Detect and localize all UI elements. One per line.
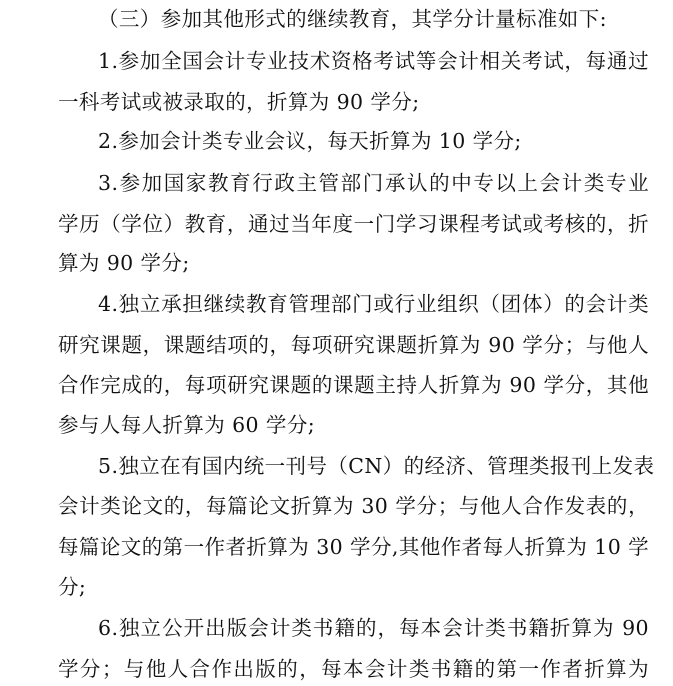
item-1-line-2: 一科考试或被录取的，折算为 90 学分; — [58, 90, 420, 114]
item-5-line-3: 每篇论文的第一作者折算为 30 学分,其他作者每人折算为 10 学 — [58, 535, 649, 559]
section-heading: （三）参加其他形式的继续教育，其学分计量标准如下: — [98, 7, 607, 31]
item-6-line-2: 学分；与他人合作出版的，每本会计类书籍的第一作者折算为 — [58, 657, 649, 681]
item-6-line-1: 6.独立公开出版会计类书籍的，每本会计类书籍折算为 90 — [98, 616, 649, 640]
item-2-line-1: 2.参加会计类专业会议，每天折算为 10 学分; — [98, 129, 522, 153]
item-5-line-2: 会计类论文的，每篇论文折算为 30 学分；与他人合作发表的， — [58, 494, 649, 518]
item-4-line-4: 参与人每人折算为 60 学分; — [58, 413, 316, 437]
item-3-line-2: 学历（学位）教育，通过当年度一门学习课程考试或考核的，折 — [58, 212, 649, 236]
item-4-line-1: 4.独立承担继续教育管理部门或行业组织（团体）的会计类 — [98, 292, 649, 316]
item-4-line-2: 研究课题，课题结项的，每项研究课题折算为 90 学分；与他人 — [58, 333, 649, 357]
item-4-line-3: 合作完成的，每项研究课题的课题主持人折算为 90 学分，其他 — [58, 373, 649, 397]
item-1-line-1: 1.参加全国会计专业技术资格考试等会计相关考试，每通过 — [98, 49, 649, 73]
item-3-line-3: 算为 90 学分; — [58, 251, 190, 275]
item-5-line-1: 5.独立在有国内统一刊号（CN）的经济、管理类报刊上发表 — [98, 454, 655, 478]
item-5-line-4: 分; — [58, 575, 87, 599]
item-3-line-1: 3.参加国家教育行政主管部门承认的中专以上会计类专业 — [98, 171, 649, 195]
